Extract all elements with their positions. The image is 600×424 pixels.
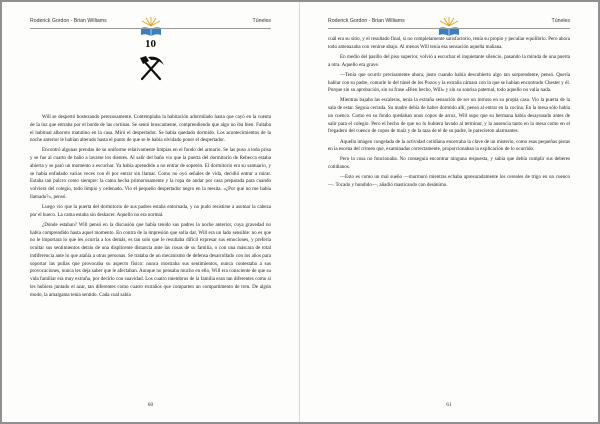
header-author: Roderick Gordon - Brian Williams [30, 18, 107, 24]
book-spread [2, 2, 598, 422]
paragraph: Luego vio que la puerta del dormitorio de sus padres estaba entornada, y no pudo resistirse a asomar la cabeza por el hueco. La cama estaba sin deshacer. Aquello no era normal. [30, 204, 271, 218]
paragraph: Encontró algunas prendas de su uniforme relativamente limpias en el fondo del armario. Se las puso a toda prisa y se fue al cuarto de baño a lavarse los dientes. Al salir del baño vio que la puerta del dormitorio de Rebecca estaba abierta y se paró un momento a escuchar. Ya había aprendido a no entrar de sopetón. El dormitorio era su santuario, y se había enfadado varias veces con él por entrar sin llamar. Como no oyó señales de vida, decidió entrar a mirar. Estaba tan pulcro como siempre: la cama hecha primorosamente y la ropa de andar por casa preparada para cuando volviera del colegio, todo limpio y ordenado. Vio el pequeño despertador negro en la mesita. «¿Por qué no me había llamado?», pensó. [30, 147, 271, 200]
paragraph: —Tenía que ocurrir precisamente ahora, justo cuando había descubierto algo tan sorprendente, pensó. Quería hablar con su padre, contarle lo del túnel de los Pozos y la extraña cámara con la que se habían encontrado Chester y él. Porque sin su aprobación, sin su frase «Bien hecho, Will» y sin su sonrisa paternal, todo aquello no valía nada. [328, 71, 570, 94]
header-author: Roderick Gordon - Brian Williams [328, 18, 405, 24]
left-body-text [30, 114, 271, 299]
paragraph: ¿Dónde estaban? Will pensó en la discusión que había tenido sus padres la noche anterior, cuya gravedad no había comprendido hasta aquel momento. En contra de la impresión que solía dar, Will era un lado sensible: no es que no le importara lo que les ocurría a los demás, es tan solo que le resultaba difícil expresar sus emociones, y prefería ocultar sus sentimientos detrás de una displicente distancia ante las cosas de su familia, o con una máscara de total indiferencia ante lo que atañía a otras personas. Se trataba de un mecanismo de defensa desarrollado con los años para soportar las pullas que provocaba su aspecto físico: nunca mostraba sus sentimientos, nunca contestaba a sus provocaciones, nunca les deja saber que le afectaban. Aunque no pensaba mucho en ello, Will era consciente de que su vida familiar era muy extraña, por decirlo con suavidad. Los cuatro miembros de la familia eran tan diferentes como si les hubiera juntado el azar, tan diferentes como cuatro extraños que comparten un compartimento de tren. De algún modo, la amalgama tenía sentido. Cada cual sabía [30, 221, 271, 298]
book-logo-icon [435, 16, 463, 38]
chapter-number: 10 [145, 38, 156, 50]
right-page [300, 2, 598, 422]
paragraph: Will se despertó bostezando perezosamente. Contemplaba la habitación adormilado hasta que cayó en la cuenta de la luz que entraba por el borde de las cortinas. Se sentó bruscamente, comprendiendo que algo no iba bien. Faltaba el habitual alboroto matutino en la casa. Miró el despertador. Se había quedado dormido. Los acontecimientos de la noche anterior le habían alterado hasta el punto de que se le había olvidado poner el despertador. [30, 114, 271, 144]
header-rule [328, 28, 570, 29]
paragraph: Mientras bajaba las escaleras, tenía la extraña sensación de ser un intruso en su propia casa. Vio la puerta de la sala de estar. Seguía cerrada. Su madre debía de haber dormido allí, pensó al entrar en la cocina. En la mesa sólo había un cuenco. Como en su fondo quedaban unos copos de arroz, Will supo que su hermana había desayunado antes de salir para el colegio. Pero el hecho de que no lo hubiera lavado al terminar, y la ausencia tanto en la mesa como en el fregadero del cuenco de copos de maíz y de la taza de té de su padre, le parecieron alarmantes. [328, 97, 570, 135]
page-number: 60 [147, 402, 154, 408]
left-page [2, 2, 300, 422]
book-logo-icon [137, 16, 165, 38]
paragraph: En medio del pasillo del piso superior, volvió a escuchar el inquietante silencio, pasando la mirada de una puerta a otra. Aquello era grave. [328, 53, 570, 68]
paragraph: Pero la cosa no funcionaba. No conseguía encontrar ninguna respuesta, y sabía que debía cumplir sus deberes cotidianos. [328, 156, 570, 171]
page-number: 61 [446, 402, 452, 408]
paragraph: cuál era su sitio, y el resultado final, si no completamente satisfactorio, tenía su propio y peculiar equilibrio. Pero ahora todo amenazaba con venirse abajo. Al menos Will tenía esa sensación aquella mañana. [328, 36, 570, 50]
running-head [328, 16, 570, 26]
header-book-title: Túneles [252, 18, 271, 24]
running-head [30, 16, 271, 26]
paragraph: —Esto es como un mal sueño —murmuró mientras echaba apresuradamente los cereales de trigo en un cuenco—. Tocado y hundido—, añadió masticando con desánimo. [328, 174, 570, 189]
right-body-text [328, 36, 570, 190]
crossed-pickaxe-and-shovel-icon [137, 54, 165, 82]
header-book-title: Túneles [551, 18, 570, 24]
paragraph: Aquella imagen congelada de la actividad cotidiana encerraba la clave de un misterio, como esas pequeñas pistas en la escena del crimen que, examinadas correctamente, proporcionaban la explicación de lo ocurrido. [328, 138, 570, 153]
header-rule [30, 28, 271, 29]
